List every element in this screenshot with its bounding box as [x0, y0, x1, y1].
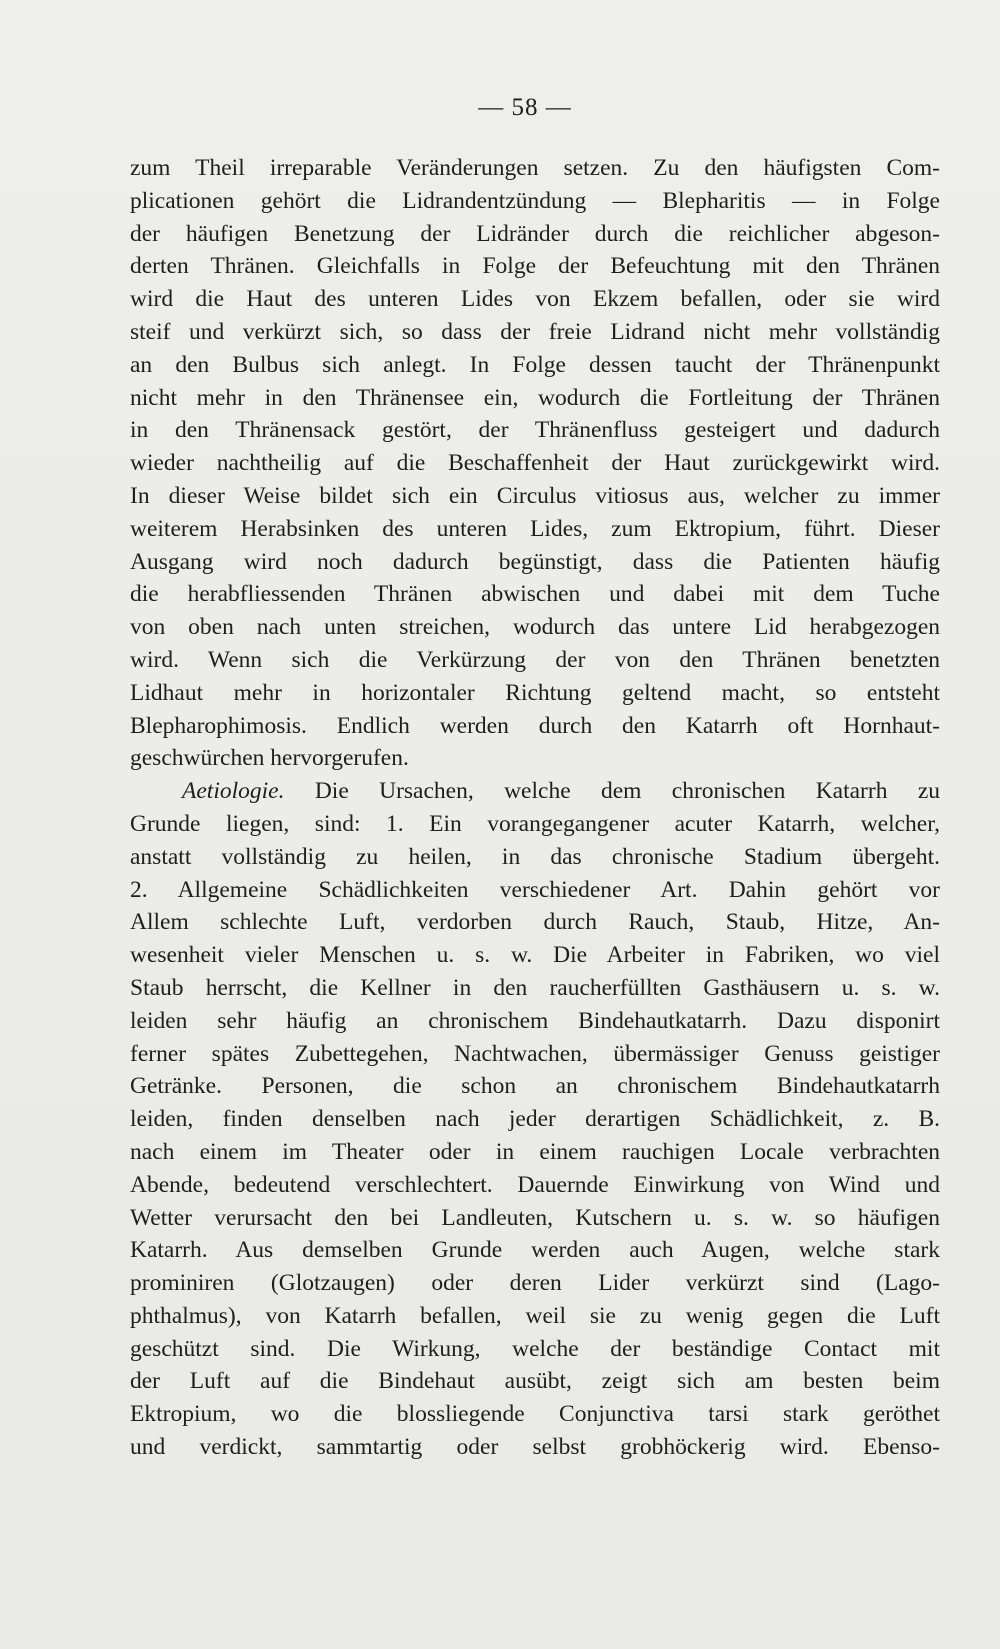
text-line: wird. Wenn sich die Verkürzung der von den Thränen benetzten [130, 646, 940, 673]
text-line: Wetter verursacht den bei Landleuten, Kutschern u. s. w. so häufigen [130, 1204, 940, 1231]
text-line: Allem schlechte Luft, verdorben durch Rauch, Staub, Hitze, An- [130, 909, 940, 936]
text-line: Getränke. Personen, die schon an chronischem Bindehautkatarrh [130, 1073, 940, 1100]
text-line: wesenheit vieler Menschen u. s. w. Die Arbeiter in Fabriken, wo viel [130, 942, 940, 969]
text-line: der häufigen Benetzung der Lidränder durch die reichlicher abgeson- [130, 220, 940, 247]
text-line: Staub herrscht, die Kellner in den raucherfüllten Gasthäusern u. s. w. [130, 974, 940, 1001]
text-line: zum Theil irreparable Veränderungen setzen. Zu den häufigsten Com- [130, 155, 940, 181]
text-line: in den Thränensack gestört, der Thränenfluss gesteigert und dadurch [130, 417, 940, 444]
page-number: — 58 — [478, 94, 572, 121]
text-line: und verdickt, sammtartig oder selbst grobhöckerig wird. Ebenso- [130, 1434, 940, 1461]
text-line: Katarrh. Aus demselben Grunde werden auch Augen, welche stark [130, 1237, 940, 1264]
text-line: derten Thränen. Gleichfalls in Folge der Befeuchtung mit den Thränen [130, 253, 940, 280]
text-line: weiterem Herabsinken des unteren Lides, zum Ektropium, führt. Dieser [130, 515, 940, 542]
aetiology-heading: Aetiologie. [182, 778, 285, 805]
text-line: Grunde liegen, sind: 1. Ein vorangegangener acuter Katarrh, welcher, [130, 810, 940, 837]
text-line: 2. Allgemeine Schädlichkeiten verschiedener Art. Dahin gehört vor [130, 876, 940, 903]
text-line: die herabfliessenden Thränen abwischen und dabei mit dem Tuche [130, 581, 940, 608]
text-line: phthalmus), von Katarrh befallen, weil sie zu wenig gegen die Luft [130, 1302, 940, 1329]
text-line: Ektropium, wo die blossliegende Conjunctiva tarsi stark geröthet [130, 1401, 940, 1428]
text-line: wieder nachtheilig auf die Beschaffenheit der Haut zurückgewirkt wird. [130, 450, 940, 477]
text-line: In dieser Weise bildet sich ein Circulus vitiosus aus, welcher zu immer [130, 482, 940, 509]
text-line: an den Bulbus sich anlegt. In Folge dessen taucht der Thränenpunkt [130, 351, 940, 378]
text-line: Blepharophimosis. Endlich werden durch den Katarrh oft Hornhaut- [130, 712, 940, 739]
text-line: von oben nach unten streichen, wodurch das untere Lid herabgezogen [130, 614, 940, 641]
text-line: nicht mehr in den Thränensee ein, wodurch die Fortleitung der Thränen [130, 384, 940, 411]
body-text [130, 152, 940, 1464]
text-line: steif und verkürzt sich, so dass der freie Lidrand nicht mehr vollständig [130, 318, 940, 345]
text-line: leiden sehr häufig an chronischem Bindehautkatarrh. Dazu disponirt [130, 1007, 940, 1034]
text-line: nach einem im Theater oder in einem rauchigen Locale verbrachten [130, 1138, 940, 1165]
aetiology-first-line [130, 775, 940, 808]
text-line: ferner spätes Zubettegehen, Nachtwachen, übermässiger Genuss geistiger [130, 1040, 940, 1067]
text-line: geschwürchen hervorgerufen. [130, 745, 409, 772]
text-line: plicationen gehört die Lidrandentzündung — Blepharitis — in Folge [130, 187, 940, 214]
text-line: prominiren (Glotzaugen) oder deren Lider verkürzt sind (Lago- [130, 1270, 940, 1297]
text-line: Ausgang wird noch dadurch begünstigt, dass die Patienten häufig [130, 548, 940, 575]
text-line: geschützt sind. Die Wirkung, welche der beständige Contact mit [130, 1335, 940, 1362]
text-line: der Luft auf die Bindehaut ausübt, zeigt sich am besten beim [130, 1368, 940, 1395]
text-line: Lidhaut mehr in horizontaler Richtung geltend macht, so entsteht [130, 679, 940, 706]
text-line: Abende, bedeutend verschlechtert. Dauernde Einwirkung von Wind und [130, 1171, 940, 1198]
text-line: anstatt vollständig zu heilen, in das chronische Stadium übergeht. [130, 843, 940, 870]
text-line: wird die Haut des unteren Lides von Ekzem befallen, oder sie wird [130, 286, 940, 313]
text-line: leiden, finden denselben nach jeder derartigen Schädlichkeit, z. B. [130, 1106, 940, 1133]
aetiology-first-line-text: Die Ursachen, welche dem chronischen Katarrh zu [314, 778, 940, 805]
